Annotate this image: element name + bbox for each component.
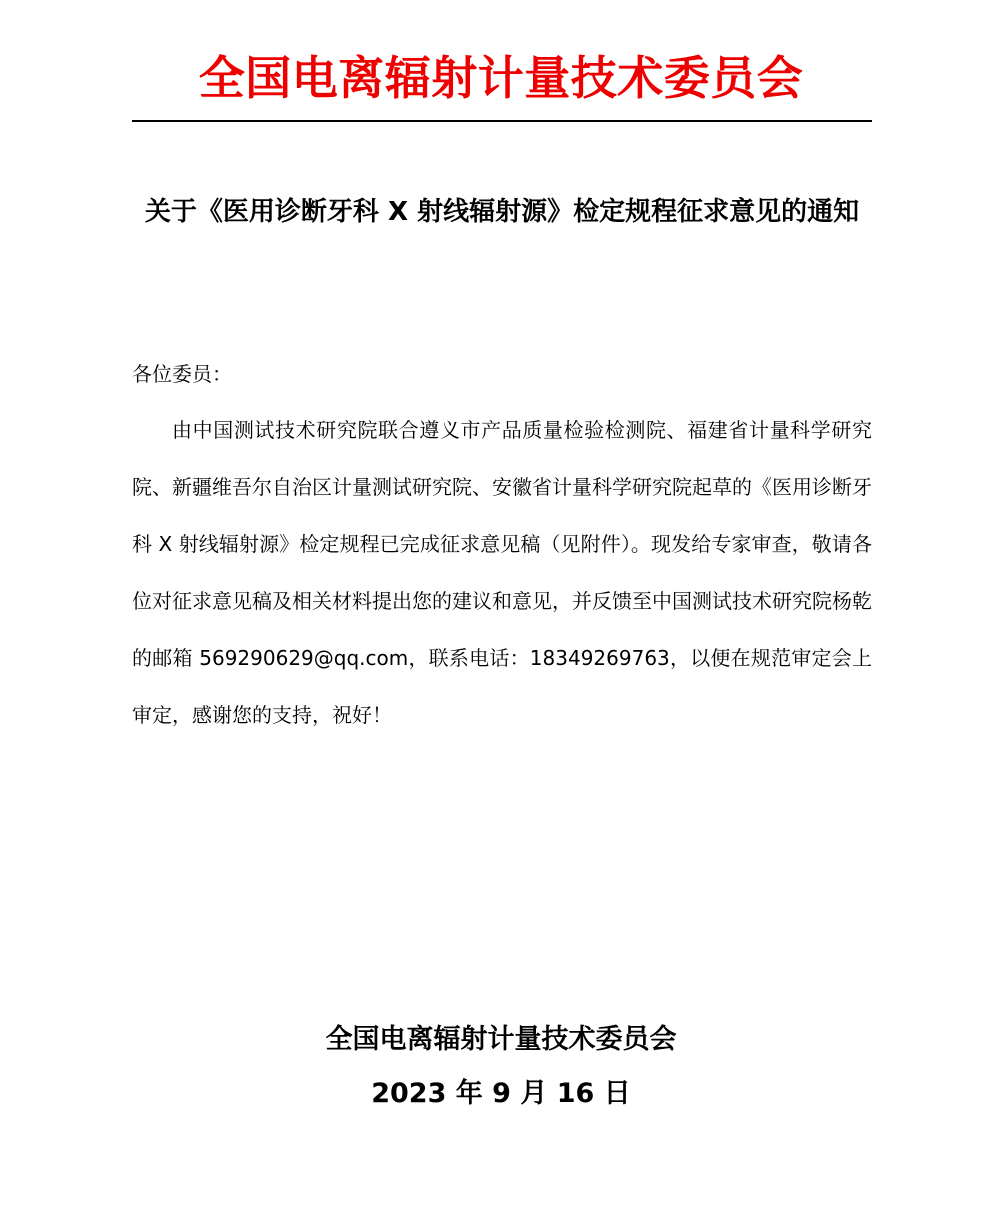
letterhead-title: 全国电离辐射计量技术委员会 xyxy=(198,51,804,105)
body-paragraph: 由中国测试技术研究院联合遵义市产品质量检验检测院、福建省计量科学研究院、新疆维吾尔自治区计量测试研究院、安徽省计量科学研究院起草的《医用诊断牙科 X 射线辐射源》检定规程已完成征求意见稿（见附件）。现发给专家审查，敬请各位对征求意见稿及相关材料提出您的建议和意见，并反馈至中国测试技术研究院杨乾的邮箱 569290629@qq.com，联系电话：18349269763，以便在规范审定会上审定，感谢您的支持，祝好！ xyxy=(132,418,872,727)
signature-date: 2023 年 9 月 16 日 xyxy=(371,1078,631,1109)
salutation: 各位委员： xyxy=(132,362,232,386)
signature-organization: 全国电离辐射计量技术委员会 xyxy=(325,1024,677,1055)
header-divider xyxy=(132,120,872,122)
document-title: 关于《医用诊断牙科 X 射线辐射源》检定规程征求意见的通知 xyxy=(144,197,860,227)
